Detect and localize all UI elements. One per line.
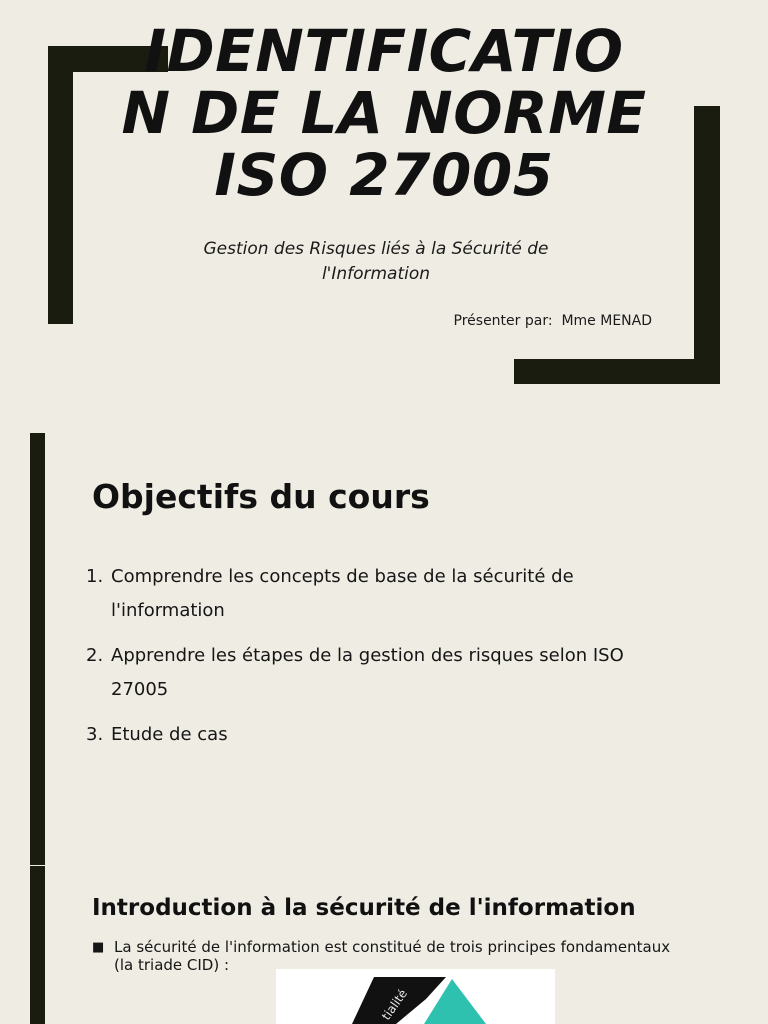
bullet-line-2: (la triade CID) : [114, 956, 230, 974]
list-item [86, 560, 686, 628]
list-item-line: Etude de cas [111, 724, 228, 745]
accent-bar [30, 433, 45, 865]
square-bullet-icon: ■ [92, 940, 105, 955]
triad-label: tialité [378, 986, 411, 1023]
title-line-2: N DE LA NORME [121, 79, 647, 147]
frame-corner-bottom-right [514, 359, 720, 384]
slide-title [104, 17, 664, 209]
bullet-line-1: La sécurité de l'information est constitué de trois principes fondamentaux [114, 938, 671, 956]
title-slide [0, 0, 768, 420]
slide-subtitle [146, 237, 606, 287]
list-item-line: Comprendre les concepts de base de la sécurité de [111, 566, 574, 587]
cia-triad-diagram [276, 969, 555, 1024]
list-item [86, 639, 686, 707]
title-line-3: ISO 27005 [214, 141, 554, 209]
frame-corner-bottom-right-vertical [694, 106, 720, 384]
title-line-1: IDENTIFICATIO [144, 17, 624, 85]
introduction-title: Introduction à la sécurité de l'information [92, 895, 636, 921]
list-item-number: 2. [86, 645, 104, 666]
subtitle-line-1: Gestion des Risques liés à la Sécurité de [203, 239, 549, 259]
introduction-slide [0, 866, 768, 1024]
triad-graphic [276, 969, 555, 1024]
objectives-title: Objectifs du cours [92, 477, 430, 516]
subtitle-line-2: l'Information [321, 264, 431, 284]
objectives-list [86, 560, 686, 763]
list-item-number: 3. [86, 724, 104, 745]
list-item-line: l'information [111, 600, 225, 621]
objectives-slide [0, 433, 768, 865]
list-item-line: 27005 [111, 679, 169, 700]
frame-corner-top-left-vertical [48, 46, 73, 324]
list-item-line: Apprendre les étapes de la gestion des risques selon ISO [111, 645, 624, 666]
accent-bar [30, 866, 45, 1024]
list-item-number: 1. [86, 566, 104, 587]
list-item [86, 718, 686, 752]
presenter-credit: Présenter par: Mme MENAD [453, 313, 652, 329]
